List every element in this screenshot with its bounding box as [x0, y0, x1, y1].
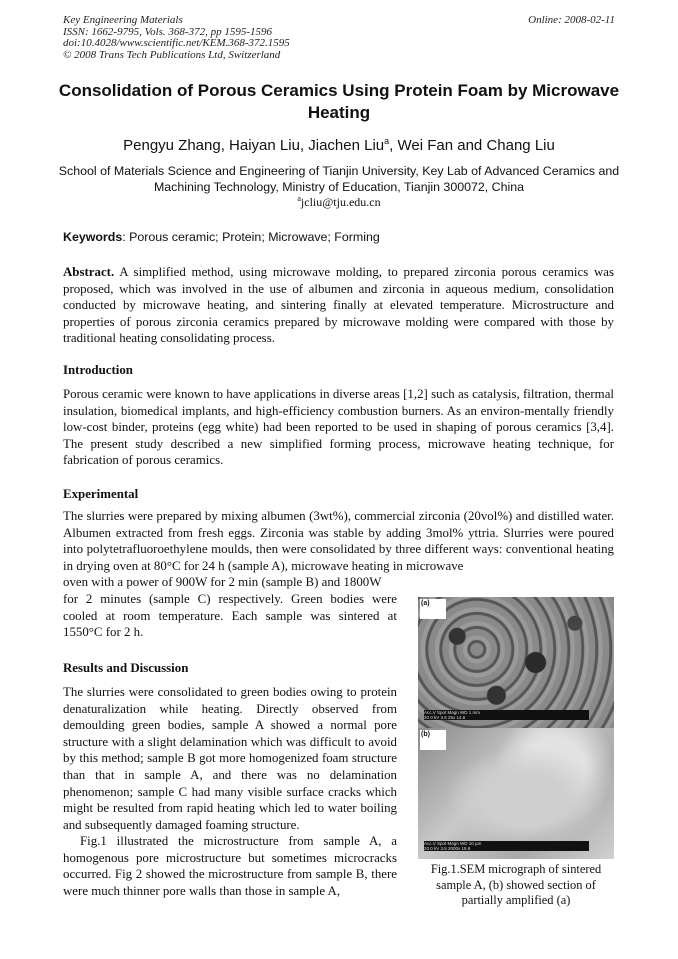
email-address: jcliu@tju.edu.cn: [300, 195, 381, 209]
authors-rest: , Wei Fan and Chang Liu: [389, 137, 555, 154]
results-paragraph-1: The slurries were consolidated to green bodies owing to protein denaturalization while heating. Directly observed from demoulding green bodies, sample A showed a normal pore structure with a slight delamination which was difficult to avoid by this method; sample B got more homogenized foam structure than that in sample A, and there was no delamination phenomenon; sample C had many visible surface cracks which might be resulted from rapid heating which led to water boiling and subsequently damaged foaming structure.: [63, 685, 397, 832]
online-date: Online: 2008-02-11: [528, 14, 615, 26]
abstract-label: Abstract.: [63, 265, 115, 279]
abstract-text: A simplified method, using microwave molding, to prepared zirconia porous ceramics was proposed, which was involved in the use of albumen and zirconia in aqueous medium, consolidation conducted by microwave heating, and sintering finally at elevated temperature. Microstructure and properties of porous zirconia ceramics prepared by microwave molding were compared with those by traditional heating consolidating process.: [63, 265, 614, 346]
scale-bar-b: [424, 841, 589, 851]
sem-image-a: [418, 597, 614, 728]
results-heading: Results and Discussion: [63, 661, 189, 675]
intro-heading: Introduction: [63, 363, 133, 377]
figure-caption: Fig.1.SEM micrograph of sintered sample A, (b) showed section of partially amplified (a): [430, 862, 602, 907]
email: [40, 194, 638, 210]
author-sup: a: [384, 136, 390, 146]
figure-1: [418, 597, 614, 909]
scale-bar-a: [424, 710, 589, 720]
paper-title: Consolidation of Porous Ceramics Using Protein Foam by Microwave Heating: [58, 81, 620, 122]
authors: [40, 136, 638, 154]
image-label-a: (a): [420, 599, 446, 619]
journal-header: [63, 15, 290, 61]
intro-text: Porous ceramic were known to have applications in diverse areas [1,2] such as catalysis, filtration, thermal insulation, biomedical implants, and high-efficiency combustion burners. As an environ-mentally friendly low-cost binder, proteins (egg white) had been reported to be used in shaping of porous ceramics [3,4]. The present study described a new simplified forming process, microwave heating technique, for fabrication of porous ceramics.: [63, 387, 614, 468]
copyright: © 2008 Trans Tech Publications Ltd, Switzerland: [63, 48, 281, 61]
scale-bar-a-values: 20.0 kV 3.5 25x 14.6: [424, 715, 466, 720]
scale-bar-b-values: 20.0 kV 3.5 2000x 15.9: [424, 846, 471, 851]
scale-bar-b-text: Acc.V Spot Magn WD 10 µm: [424, 841, 482, 846]
scale-bar-a-text: Acc.V Spot Magn WD 1 mm: [424, 710, 481, 715]
journal-name: Key Engineering Materials: [63, 14, 183, 26]
keywords-text: : Porous ceramic; Protein; Microwave; Forming: [122, 230, 380, 244]
doi: doi:10.4028/www.scientific.net/KEM.368-372.1595: [63, 37, 290, 49]
sem-image-b: [418, 728, 614, 859]
experimental-text: The slurries were prepared by mixing albumen (3wt%), commercial zirconia (20vol%) and distilled water. Albumen extracted from fresh eggs. Zirconia was stable by adding 3mol% yttria. Slurries were poured into polytetrafluoroethylene moulds, then were consolidated by three different ways: conventional heating in drying oven at 80°C for 24 h (sample A), microwave heating in microwave: [63, 509, 614, 573]
experimental-text-narrow: for 2 minutes (sample C) respectively. Green bodies were cooled at room temperature. Each sample was sintered at 1550°C for 2 h.: [63, 592, 397, 640]
issn: ISSN: 1662-9795, Vols. 368-372, pp 1595-1596: [63, 25, 272, 38]
experimental-heading: Experimental: [63, 487, 139, 501]
email-sup: a: [297, 194, 301, 203]
keywords: [63, 230, 380, 244]
experimental-text-line: oven with a power of 900W for 2 min (sample B) and 1800W: [63, 575, 382, 589]
keywords-label: Keywords: [63, 230, 123, 244]
results-paragraph-2: Fig.1 illustrated the microstructure from sample A, a homogenous pore microstructure but sometimes microcracks occurred. Fig 2 showed the microstructure from sample B, there were much thinner pore walls than those in sample A,: [63, 834, 397, 898]
affiliation: School of Materials Science and Engineering of Tianjin University, Key Lab of Advanced Ceramics and Machining Technology, Ministry of Education, Tianjin 300072, China: [58, 164, 620, 194]
authors-main: Pengyu Zhang, Haiyan Liu, Jiachen Liu: [123, 137, 385, 154]
abstract: [63, 264, 614, 347]
image-label-b: (b): [420, 730, 446, 750]
